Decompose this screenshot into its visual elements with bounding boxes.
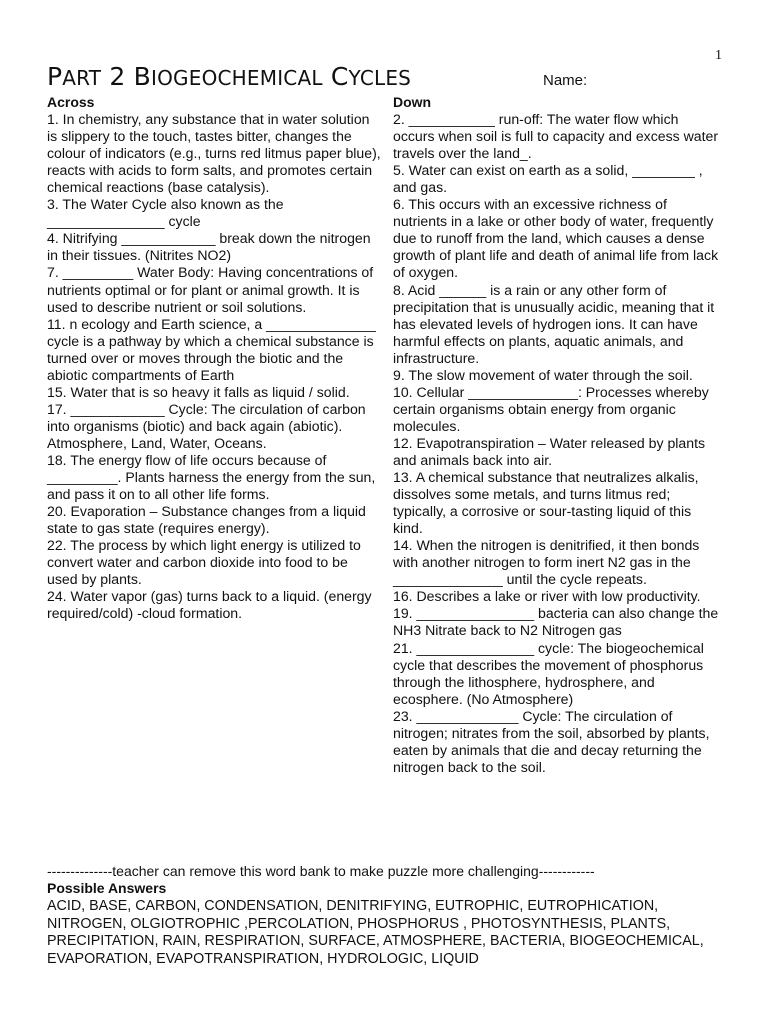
clue-item: 18. The energy flow of life occurs because of _________. Plants harness the energy from the sun, and pass it on to all other life forms.	[47, 451, 376, 503]
clue-item: 5. Water can exist on earth as a solid, ________ , and gas.	[393, 162, 703, 196]
clue-item: 15. Water that is so heavy it falls as liquid / solid.	[47, 383, 350, 400]
across-column	[47, 94, 382, 622]
clue-item: 23. _____________ Cycle: The circulation of nitrogen; nitrates from the soil, absorbed by plants, eaten by animals that die and decay returning the nitrogen back to the soil.	[393, 707, 710, 775]
clue-item: 16. Describes a lake or river with low productivity.	[393, 588, 701, 605]
down-column	[393, 94, 723, 776]
clue-item: 20. Evaporation – Substance changes from a liquid state to gas state (requires energy).	[47, 503, 366, 537]
clue-item: 8. Acid ______ is a rain or any other form of precipitation that is unusually acidic, meaning that it has elevated levels of hydrogen ions. It can have harmful effects on plants, aquatic animals, and infrastructure.	[393, 281, 715, 366]
clue-item: 10. Cellular ______________: Processes whereby certain organisms obtain energy from organic molecules.	[393, 383, 709, 434]
clue-item: 9. The slow movement of water through the soil.	[393, 366, 693, 383]
clue-item: 14. When the nitrogen is denitrified, it then bonds with another nitrogen to form inert N2 gas in the ______________ until the cycle repeats.	[393, 537, 700, 588]
clue-item: 24. Water vapor (gas) turns back to a liquid. (energy required/cold) -cloud formation.	[47, 588, 372, 622]
clue-item: 2. ___________ run-off: The water flow which occurs when soil is full to capacity and excess water travels over the land_.	[393, 111, 719, 162]
clue-item: 22. The process by which light energy is utilized to convert water and carbon dioxide into food to be used by plants.	[47, 537, 361, 588]
clue-item: 6. This occurs with an excessive richness of nutrients in a lake or other body of water, frequently due to runoff from the land, which causes a dense growth of plant life and death of animal life from lack of oxygen.	[393, 196, 719, 281]
clue-item: 7. _________ Water Body: Having concentrations of nutrients optimal or for plant or animal growth. It is used to describe nutrient or soil solutions.	[47, 264, 374, 315]
clue-item: 19. _______________ bacteria can also change the NH3 Nitrate back to N2 Nitrogen gas	[393, 605, 719, 639]
clue-item: 13. A chemical substance that neutralizes alkalis, dissolves some metals, and turns litmus red; typically, a corrosive or sour-tasting liquid of this kind.	[393, 469, 699, 537]
clue-item: 4. Nitrifying ____________ break down the nitrogen in their tissues. (Nitrites NO2)	[47, 230, 371, 264]
name-label: Name:	[543, 72, 588, 89]
down-heading: Down	[393, 94, 432, 110]
clue-item: 17. ____________ Cycle: The circulation of carbon into organisms (biotic) and back again (abiotic). Atmosphere, Land, Water, Oceans.	[47, 400, 366, 451]
across-heading: Across	[47, 94, 95, 110]
page-title: PART 2 BIOGEOCHEMICAL CYCLES	[47, 62, 412, 91]
clue-item: 3. The Water Cycle also known as the _______________ cycle	[47, 196, 284, 230]
clue-item: 11. n ecology and Earth science, a ______________ cycle is a pathway by which a chemical substance is turned over or moves through the biotic and the abiotic compartments of Earth	[47, 315, 376, 383]
clue-item: 12. Evapotranspiration – Water released by plants and animals back into air.	[393, 434, 706, 468]
clue-item: 21. _______________ cycle: The biogeochemical cycle that describes the movement of phosphorus through the lithosphere, hydrosphere, and ecosphere. (No Atmosphere)	[393, 639, 704, 707]
word-bank-divider: --------------teacher can remove this word bank to make puzzle more challenging------------	[47, 863, 595, 879]
word-bank-heading: Possible Answers	[47, 880, 167, 896]
page-number: 1	[715, 48, 722, 63]
word-bank-list: ACID, BASE, CARBON, CONDENSATION, DENITRIFYING, EUTROPHIC, EUTROPHICATION, NITROGEN, OLGIOTROPHIC ,PERCOLATION, PHOSPHORUS , PHOTOSYNTHESIS, PLANTS, PRECIPITATION, RAIN, RESPIRATION, SURFACE, ATMOSPHERE, BACTERIA, BIOGEOCHEMICAL, EVAPORATION, EVAPOTRANSPIRATION, HYDROLOGIC, LIQUID	[47, 898, 704, 967]
clue-item: 1. In chemistry, any substance that in water solution is slippery to the touch, tastes bitter, changes the colour of indicators (e.g., turns red litmus paper blue), reacts with acids to form salts, and promotes certain chemical reactions (base catalysis).	[47, 111, 381, 196]
